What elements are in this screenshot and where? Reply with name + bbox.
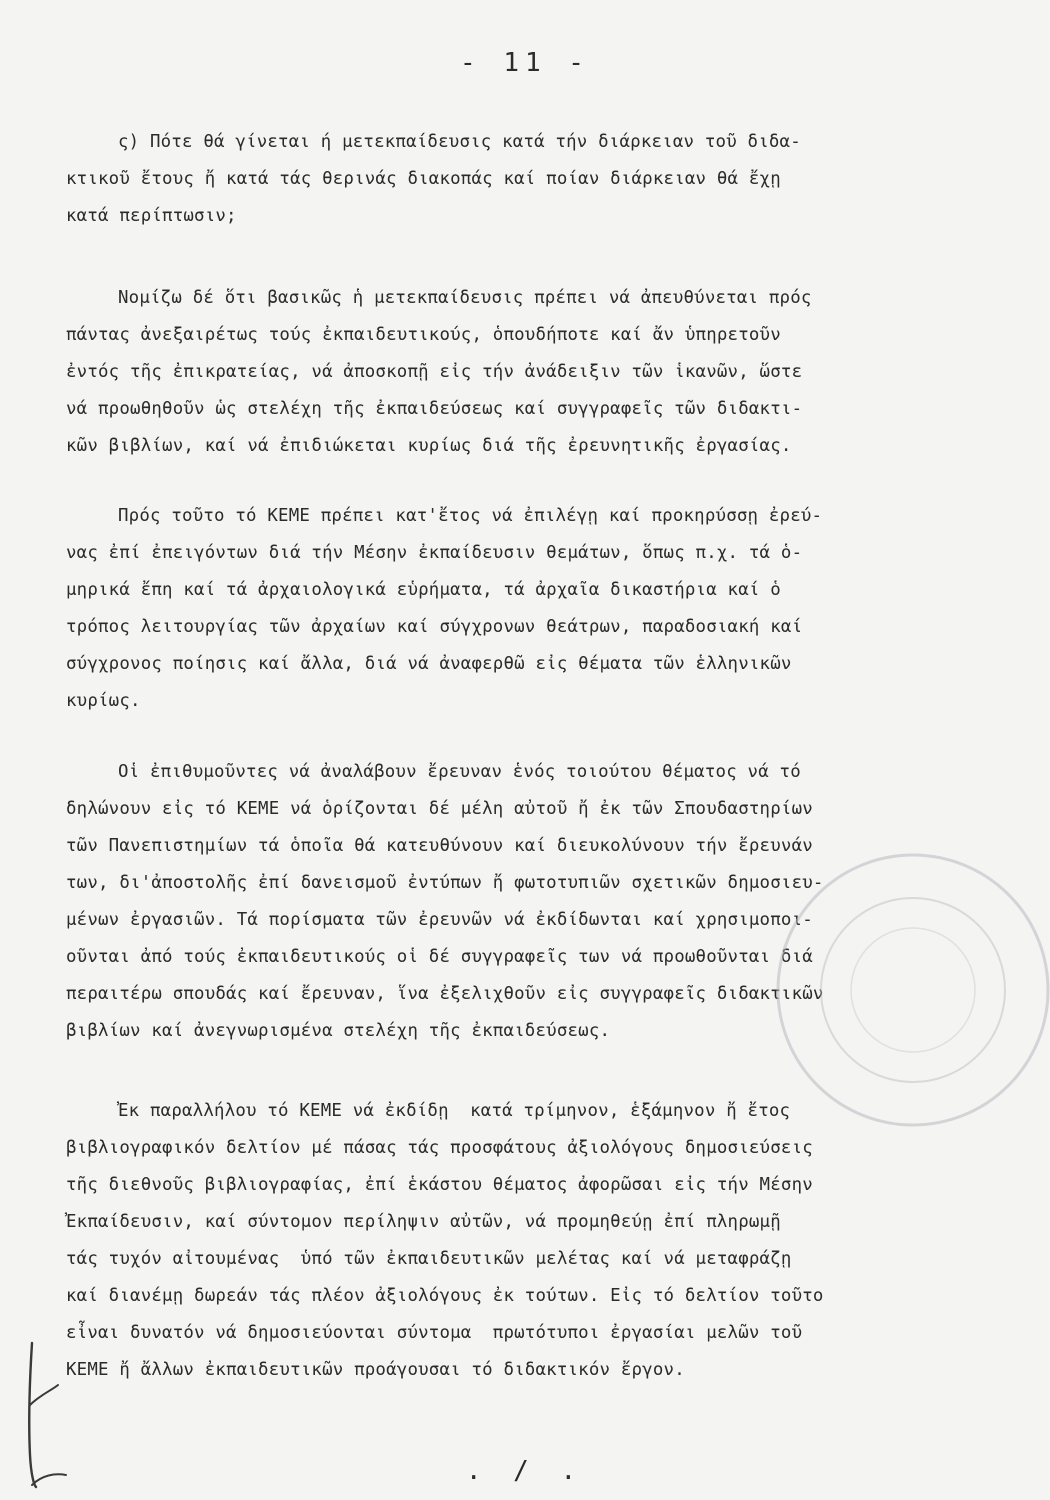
text-line: βιβλιογραφικόν δελτίον μέ πάσας τάς προσφάτους ἀξιολόγους δημοσιεύσεις	[66, 1138, 813, 1158]
text-line: των, δι'ἀποστολῆς ἐπί δανεισμοῦ ἐντύπων ἤ φωτοτυπιῶν σχετικῶν δημοσιευ-	[66, 873, 824, 893]
text-line: καί διανέμῃ δωρεάν τάς πλέον ἀξιολόγους ἐκ τούτων. Εἰς τό δελτίον τοῦτο	[66, 1286, 824, 1306]
text-line: βιβλίων καί ἀνεγνωρισμένα στελέχη τῆς ἐκπαιδεύσεως.	[66, 1021, 611, 1041]
text-line: περαιτέρω σπουδάς καί ἔρευναν, ἵνα ἐξελιχθοῦν εἰς συγγραφεῖς διδακτικῶν	[66, 984, 824, 1004]
handwritten-mark-icon	[0, 1335, 70, 1500]
text-line: Οἱ ἐπιθυμοῦντες νά ἀναλάβουν ἔρευναν ἑνός τοιούτου θέματος νά τό	[118, 762, 801, 782]
text-line: μηρικά ἔπη καί τά ἀρχαιολογικά εὑρήματα, τά ἀρχαῖα δικαστήρια καί ὁ	[66, 580, 781, 600]
text-line: Ἐκπαίδευσιν, καί σύντομον περίληψιν αὐτῶν, νά προμηθεύῃ ἐπί πληρωμῇ	[66, 1212, 781, 1232]
text-line: νας ἐπί ἐπειγόντων διά τήν Μέσην ἐκπαίδευσιν θεμάτων, ὅπως π.χ. τά ὁ-	[66, 543, 803, 563]
text-line: κῶν βιβλίων, καί νά ἐπιδιώκεται κυρίως διά τῆς ἐρευνητικῆς ἐργασίας.	[66, 436, 792, 456]
paragraph-retraining	[66, 280, 1050, 465]
text-line: τάς τυχόν αἰτουμένας ὑπό τῶν ἐκπαιδευτικῶν μελέτας καί νά μεταφράζῃ	[66, 1249, 792, 1269]
paragraph-keme-research	[66, 498, 1050, 720]
circular-stamp-icon	[768, 845, 1050, 1135]
text-line: δηλώνουν εἰς τό ΚΕΜΕ νά ὁρίζονται δέ μέλη αὐτοῦ ἤ ἐκ τῶν Σπουδαστηρίων	[66, 799, 813, 819]
text-line: πάντας ἀνεξαιρέτως τούς ἐκπαιδευτικούς, ὁπουδήποτε καί ἄν ὑπηρετοῦν	[66, 325, 781, 345]
text-line: Πρός τοῦτο τό ΚΕΜΕ πρέπει κατ'ἔτος νά ἐπιλέγῃ καί προκηρύσσῃ ἐρεύ-	[118, 506, 823, 526]
text-line: ς) Πότε θά γίνεται ή μετεκπαίδευσις κατά τήν διάρκειαν τοῦ διδα-	[118, 132, 801, 152]
paragraph-bibliographic-bulletin	[66, 1093, 1050, 1389]
text-line: μένων ἐργασιῶν. Τά πορίσματα τῶν ἐρευνῶν νά ἐκδίδωνται καί χρησιμοποι-	[66, 910, 813, 930]
text-line: οῦνται ἀπό τούς ἐκπαιδευτικούς οἱ δέ συγγραφεῖς των νά προωθοῦνται διά	[66, 947, 813, 967]
text-line: εἶναι δυνατόν νά δημοσιεύονται σύντομα πρωτότυποι ἐργασίαι μελῶν τοῦ	[66, 1323, 803, 1343]
paragraph-question-c	[66, 124, 1050, 235]
continuation-mark: . / .	[465, 1456, 585, 1486]
text-line: κατά περίπτωσιν;	[66, 206, 237, 226]
text-line: τρόπος λειτουργίας τῶν ἀρχαίων καί σύγχρονων θεάτρων, παραδοσιακή καί	[66, 617, 803, 637]
text-line: τῶν Πανεπιστημίων τά ὁποῖα θά κατευθύνουν καί διευκολύνουν τήν ἔρευνάν	[66, 836, 813, 856]
page-number: - 11 -	[460, 48, 590, 78]
text-line: κυρίως.	[66, 691, 141, 711]
text-line: τῆς διεθνοῦς βιβλιογραφίας, ἐπί ἑκάστου θέματος ἀφορῶσαι εἰς τήν Μέσην	[66, 1175, 813, 1195]
text-line: κτικοῦ ἔτους ἤ κατά τάς θερινάς διακοπάς καί ποίαν διάρκειαν θά ἔχῃ	[66, 169, 781, 189]
text-line: ΚΕΜΕ ἤ ἄλλων ἐκπαιδευτικῶν προάγουσαι τό διδακτικόν ἔργον.	[66, 1360, 685, 1380]
text-line: Νομίζω δέ ὅτι βασικῶς ἡ μετεκπαίδευσις πρέπει νά ἀπευθύνεται πρός	[118, 288, 812, 308]
text-line: σύγχρονος ποίησις καί ἄλλα, διά νά ἀναφερθῶ εἰς θέματα τῶν ἑλληνικῶν	[66, 654, 792, 674]
text-line: ἐντός τῆς ἐπικρατείας, νά ἀποσκοπῇ εἰς τήν ἀνάδειξιν τῶν ἱκανῶν, ὥστε	[66, 362, 803, 382]
text-line: Ἐκ παραλλήλου τό ΚΕΜΕ νά ἐκδίδῃ κατά τρίμηνον, ἑξάμηνον ἤ ἔτος	[118, 1101, 791, 1121]
text-line: νά προωθηθοῦν ὡς στελέχη τῆς ἐκπαιδεύσεως καί συγγραφεῖς τῶν διδακτι-	[66, 399, 803, 419]
